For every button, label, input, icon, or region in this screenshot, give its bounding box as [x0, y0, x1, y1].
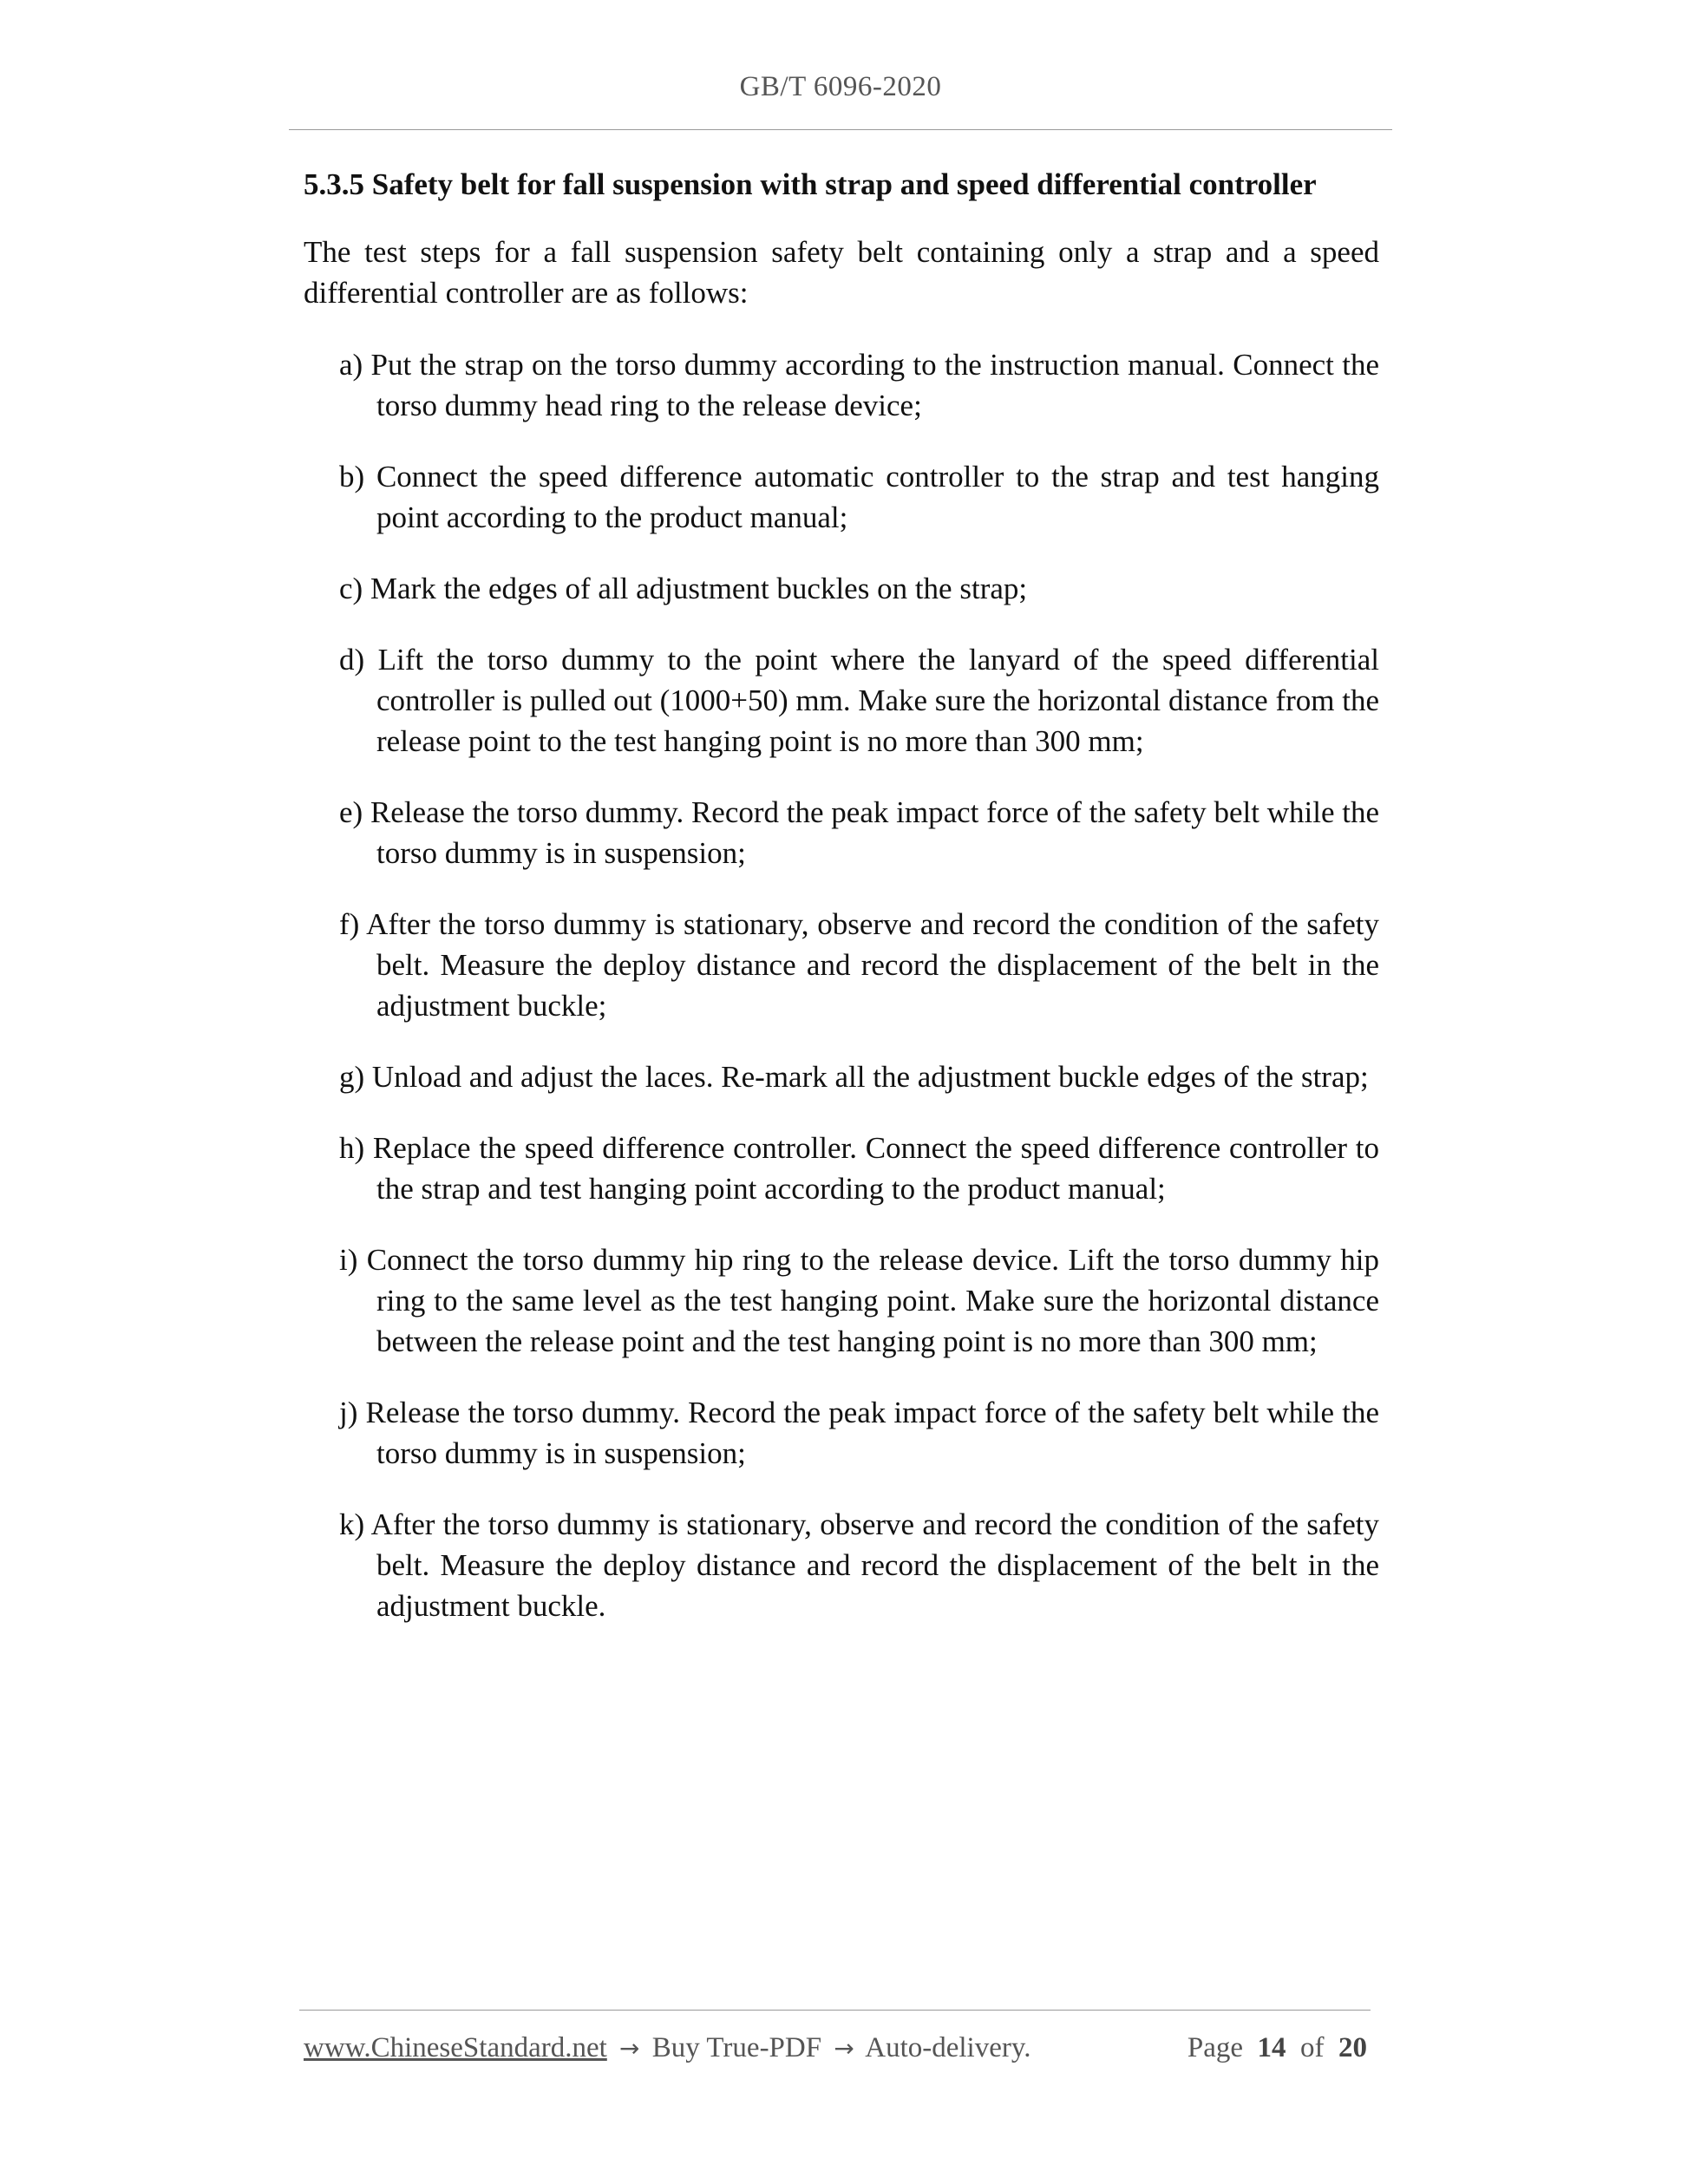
list-item: j) Release the torso dummy. Record the peak impact force of the safety belt while the torso dummy is in suspension; [339, 1396, 1379, 1470]
header-divider [289, 129, 1392, 130]
page-number: 14 [1257, 2032, 1286, 2063]
list-item: c) Mark the edges of all adjustment buckles on the strap; [339, 572, 1028, 605]
list-item: i) Connect the torso dummy hip ring to the release device. Lift the torso dummy hip ring to the same level as the test hanging point. Make sure the horizontal distance between the release point and the test hanging point is no more than 300 mm; [339, 1243, 1379, 1358]
footer-promo [304, 2029, 1030, 2068]
list-item: a) Put the strap on the torso dummy according to the instruction manual. Connect the torso dummy head ring to the release device; [339, 348, 1379, 422]
page-body [304, 165, 1379, 1657]
test-steps-list [304, 344, 1379, 1626]
list-item: b) Connect the speed difference automatic controller to the strap and test hanging point according to the product manual; [339, 460, 1379, 534]
list-item: h) Replace the speed difference controller. Connect the speed difference controller to the strap and test hanging point according to the product manual; [339, 1131, 1379, 1206]
list-item: g) Unload and adjust the laces. Re-mark all the adjustment buckle edges of the strap; [339, 1060, 1369, 1094]
buy-text: Buy True-PDF [651, 2032, 822, 2063]
page-header: GB/T 6096-2020 [739, 71, 942, 102]
intro-paragraph: The test steps for a fall suspension safety belt containing only a strap and a speed differential controller are as follows: [304, 235, 1379, 310]
section-heading: 5.3.5 Safety belt for fall suspension with strap and speed differential controller [304, 167, 1317, 201]
delivery-text: Auto-delivery. [865, 2032, 1031, 2063]
list-item: k) After the torso dummy is stationary, observe and record the condition of the safety belt. Measure the deploy distance and record the displacement of the belt in the adjustment buckle. [339, 1507, 1379, 1623]
website-link[interactable]: www.ChineseStandard.net [304, 2032, 607, 2063]
right-arrow-icon: → [834, 2034, 854, 2063]
page-total: 20 [1338, 2032, 1367, 2063]
right-arrow-icon: → [619, 2034, 640, 2063]
page-counter [1187, 2029, 1367, 2067]
list-item: f) After the torso dummy is stationary, observe and record the condition of the safety belt. Measure the deploy distance and record the displacement of the belt in the adjustment buckle; [339, 907, 1379, 1023]
of-label: of [1300, 2032, 1325, 2063]
list-item: d) Lift the torso dummy to the point where the lanyard of the speed differential controller is pulled out (1000+50) mm. Make sure the horizontal distance from the release point to the test hanging point is no more than 300 mm; [339, 643, 1379, 758]
page-label: Page [1187, 2032, 1243, 2063]
footer-divider [299, 2010, 1371, 2011]
list-item: e) Release the torso dummy. Record the peak impact force of the safety belt while the torso dummy is in suspension; [339, 795, 1379, 870]
